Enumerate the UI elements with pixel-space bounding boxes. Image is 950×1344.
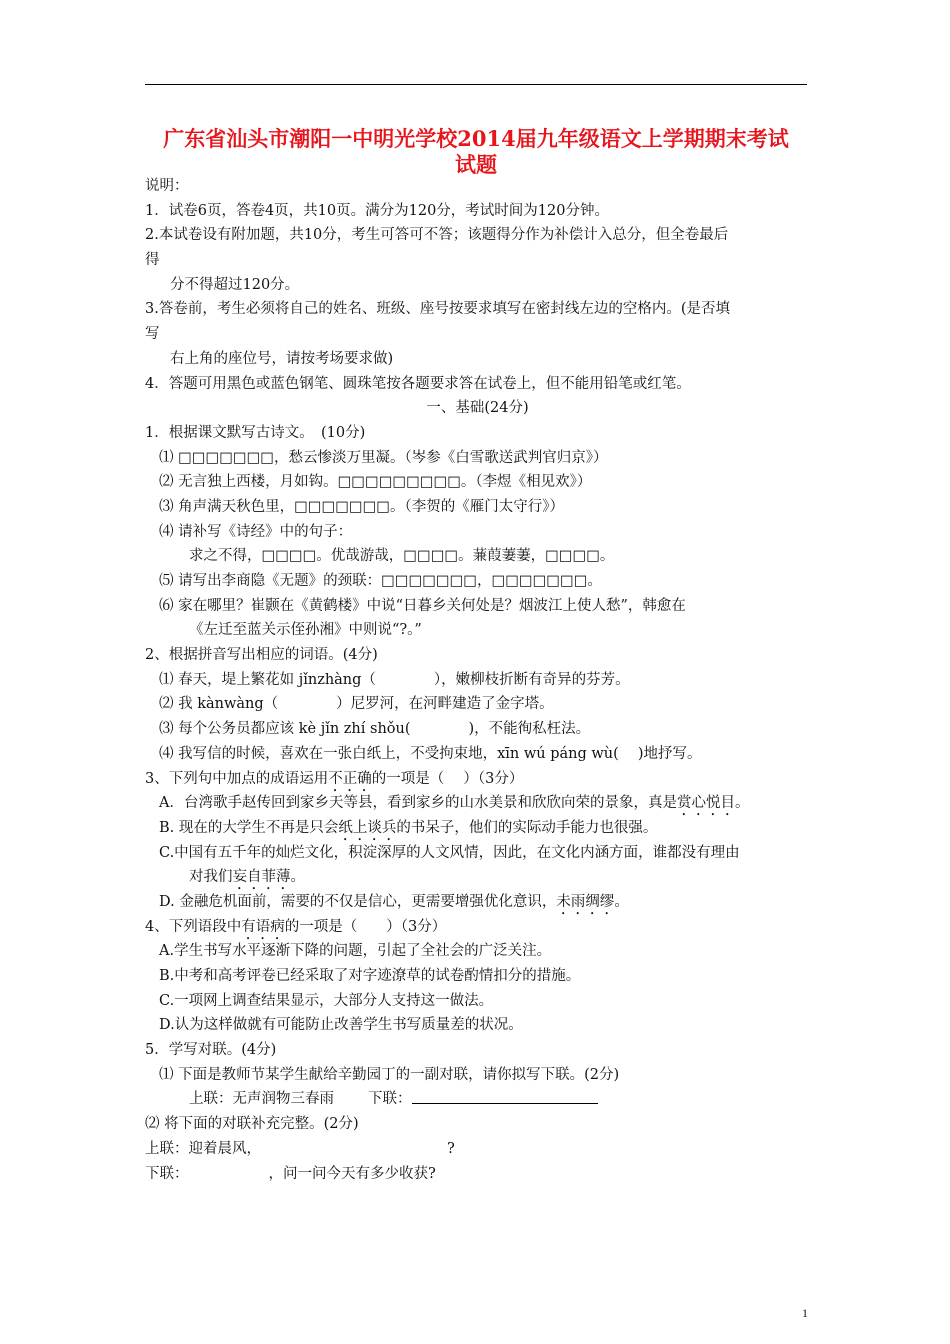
q3-option-b-text: B. 现在的大学生不再是只会 <box>159 819 339 836</box>
q5-item-2-upper-end: ? <box>447 1140 455 1157</box>
header-rule <box>145 84 807 85</box>
title-line-2: 试题 <box>455 152 497 177</box>
note-3-line-c: 右上角的座位号，请按考场要求做) <box>170 350 394 367</box>
q3-option-a-end: 。 <box>734 795 750 812</box>
q3-option-c-cont <box>145 865 810 890</box>
q4-option-a: A.学生书写水平逐渐下降的问题，引起了全社会的广泛关注。 <box>159 943 552 960</box>
q3-option-b-end: 的书呆子，他们的实际动手能力也很强。 <box>396 819 658 836</box>
q3-option-d-idiom: 未雨绸缪 <box>556 893 615 910</box>
q1-item-1: ⑴ □□□□□□□，愁云惨淡万里凝。（岑参《白雪歌送武判官归京》） <box>159 449 608 466</box>
q5-item-2-lower-text: ，问一问今天有多少收获? <box>268 1165 436 1182</box>
title-line-1: 广东省汕头市潮阳一中明光学校2014届九年级语文上学期期末考试 <box>163 126 789 151</box>
q3-stem-a: 3、下列句中加点的成语运用 <box>145 770 329 787</box>
q5-item-2-upper-text: 上联：迎着晨风， <box>145 1140 261 1157</box>
note-4: 4．答题可用黑色或蓝色钢笔、圆珠笔按各题要求答在试卷上，但不能用铅笔或红笔。 <box>145 375 691 392</box>
q3-option-c: C.中国有五千年的灿烂文化，积淀深厚的人文风情，因此，在文化内涵方面，谁都没有理由 <box>159 844 740 861</box>
q3-option-b-idiom: 纸上谈兵 <box>338 819 397 836</box>
note-3-line-a: 3.答卷前，考生必须将自己的姓名、班级、座号按要求填写在密封线左边的空格内。(是否填 <box>145 301 730 318</box>
page-number: 1 <box>802 1306 808 1320</box>
q3-option-d-text: D. 金融危机面前，需要的不仅是信心，更需要增强优化意识， <box>159 893 557 910</box>
q4-stem-b: 的一项是（ ）（3分） <box>284 918 447 935</box>
q2-item-2: ⑵ 我 kànwàng（ ）尼罗河，在河畔建造了金字塔。 <box>159 696 554 713</box>
note-2-line-a: 2.本试卷设有附加题，共10分，考生可答可不答；该题得分作为补偿计入总分，但全卷最后 <box>145 227 729 244</box>
note-2-line-c: 分不得超过120分。 <box>170 276 300 293</box>
q5-item-2-lower <box>145 1162 810 1187</box>
q1-item-2: ⑵ 无言独上西楼，月如钩。□□□□□□□□□。（李煜《相见欢》） <box>159 474 592 491</box>
q3-option-c-text: 对我们 <box>189 869 233 886</box>
note-2-line-b: 得 <box>145 252 160 269</box>
document-title <box>145 126 807 178</box>
q5-item-2-upper <box>145 1137 810 1162</box>
q2-item-1: ⑴ 春天，堤上繁花如 jǐnzhàng（ ），嫩柳枝折断有奇异的芬芳。 <box>159 671 630 688</box>
q4-stem-a: 4、下列语段中 <box>145 918 242 935</box>
q1-item-4-lines: 求之不得，□□□□。优哉游哉，□□□□。蒹葭萋萋，□□□□。 <box>189 548 615 565</box>
q3-option-d-end: 。 <box>614 893 629 910</box>
q5-lower-answer-blank[interactable] <box>412 1089 598 1104</box>
note-1: 1．试卷6页，答卷4页，共10页。满分为120分，考试时间为120分钟。 <box>145 202 609 219</box>
q1-item-5: ⑸ 请写出李商隐《无题》的颈联：□□□□□□□，□□□□□□□。 <box>159 573 602 589</box>
q5-lower-label: 下联： <box>368 1091 412 1108</box>
q5-upper-line: 上联：无声润物三春雨 <box>189 1091 334 1108</box>
q5-item-1-couplet <box>145 1087 810 1112</box>
q3-option-b <box>145 816 810 841</box>
q2-stem: 2、根据拼音写出相应的词语。(4分) <box>145 647 378 664</box>
q2-item-4: ⑷ 我写信的时候，喜欢在一张白纸上，不受拘束地，xīn wú páng wù( )地抒写。 <box>159 745 702 762</box>
q5-item-1: ⑴ 下面是教师节某学生献给辛勤园丁的一副对联，请你拟写下联。(2分) <box>159 1066 620 1083</box>
q1-item-3: ⑶ 角声满天秋色里，□□□□□□□。（李贺的《雁门太守行》） <box>159 498 565 515</box>
q3-option-a-idiom: 赏心悦目 <box>676 795 735 812</box>
q1-item-4: ⑷ 请补写《诗经》中的句子： <box>159 523 353 540</box>
q3-option-c-end: 。 <box>290 869 305 886</box>
q2-item-3: ⑶ 每个公务员都应该 kè jǐn zhí shǒu( )，不能徇私枉法。 <box>159 721 591 738</box>
note-3-line-b: 写 <box>145 326 160 343</box>
q3-stem-emphasis: 不正确 <box>328 770 372 787</box>
q3-option-a-text: A．台湾歌手赵传回到家乡天等县，看到家乡的山水美景和欣欣向荣的景象，真是 <box>159 795 677 812</box>
q1-stem: 1．根据课文默写古诗文。 (10分) <box>145 424 366 441</box>
q4-stem-emphasis: 有语病 <box>241 918 285 935</box>
document-body <box>145 174 810 1186</box>
q4-option-d: D.认为这样做就有可能防止改善学生书写质量差的状况。 <box>159 1017 523 1034</box>
notes-heading: 说明： <box>145 178 189 194</box>
q5-item-2-lower-label: 下联： <box>145 1165 189 1182</box>
q1-item-6: ⑹ 家在哪里？崔颢在《黄鹤楼》中说“日暮乡关何处是？烟波江上使人愁”，韩愈在 <box>159 597 686 614</box>
q3-stem-b: 的一项是（ ）（3分） <box>371 770 524 787</box>
q3-option-c-idiom: 妄自菲薄 <box>232 869 291 886</box>
q1-item-6-cont: 《左迁至蓝关示侄孙湘》中则说“?。” <box>189 622 422 639</box>
q3-stem <box>145 767 810 792</box>
q5-stem: 5．学写对联。(4分) <box>145 1042 277 1059</box>
q3-option-a <box>145 791 810 816</box>
q4-option-c: C.一项网上调查结果显示，大部分人支持这一做法。 <box>159 992 494 1009</box>
q4-stem <box>145 915 810 940</box>
q3-option-d <box>145 890 810 915</box>
q4-option-b: B.中考和高考评卷已经采取了对字迹潦草的试卷酌情扣分的措施。 <box>159 968 581 984</box>
section-heading: 一、基础(24分) <box>426 400 529 417</box>
q5-item-2: ⑵ 将下面的对联补充完整。(2分) <box>145 1116 359 1133</box>
